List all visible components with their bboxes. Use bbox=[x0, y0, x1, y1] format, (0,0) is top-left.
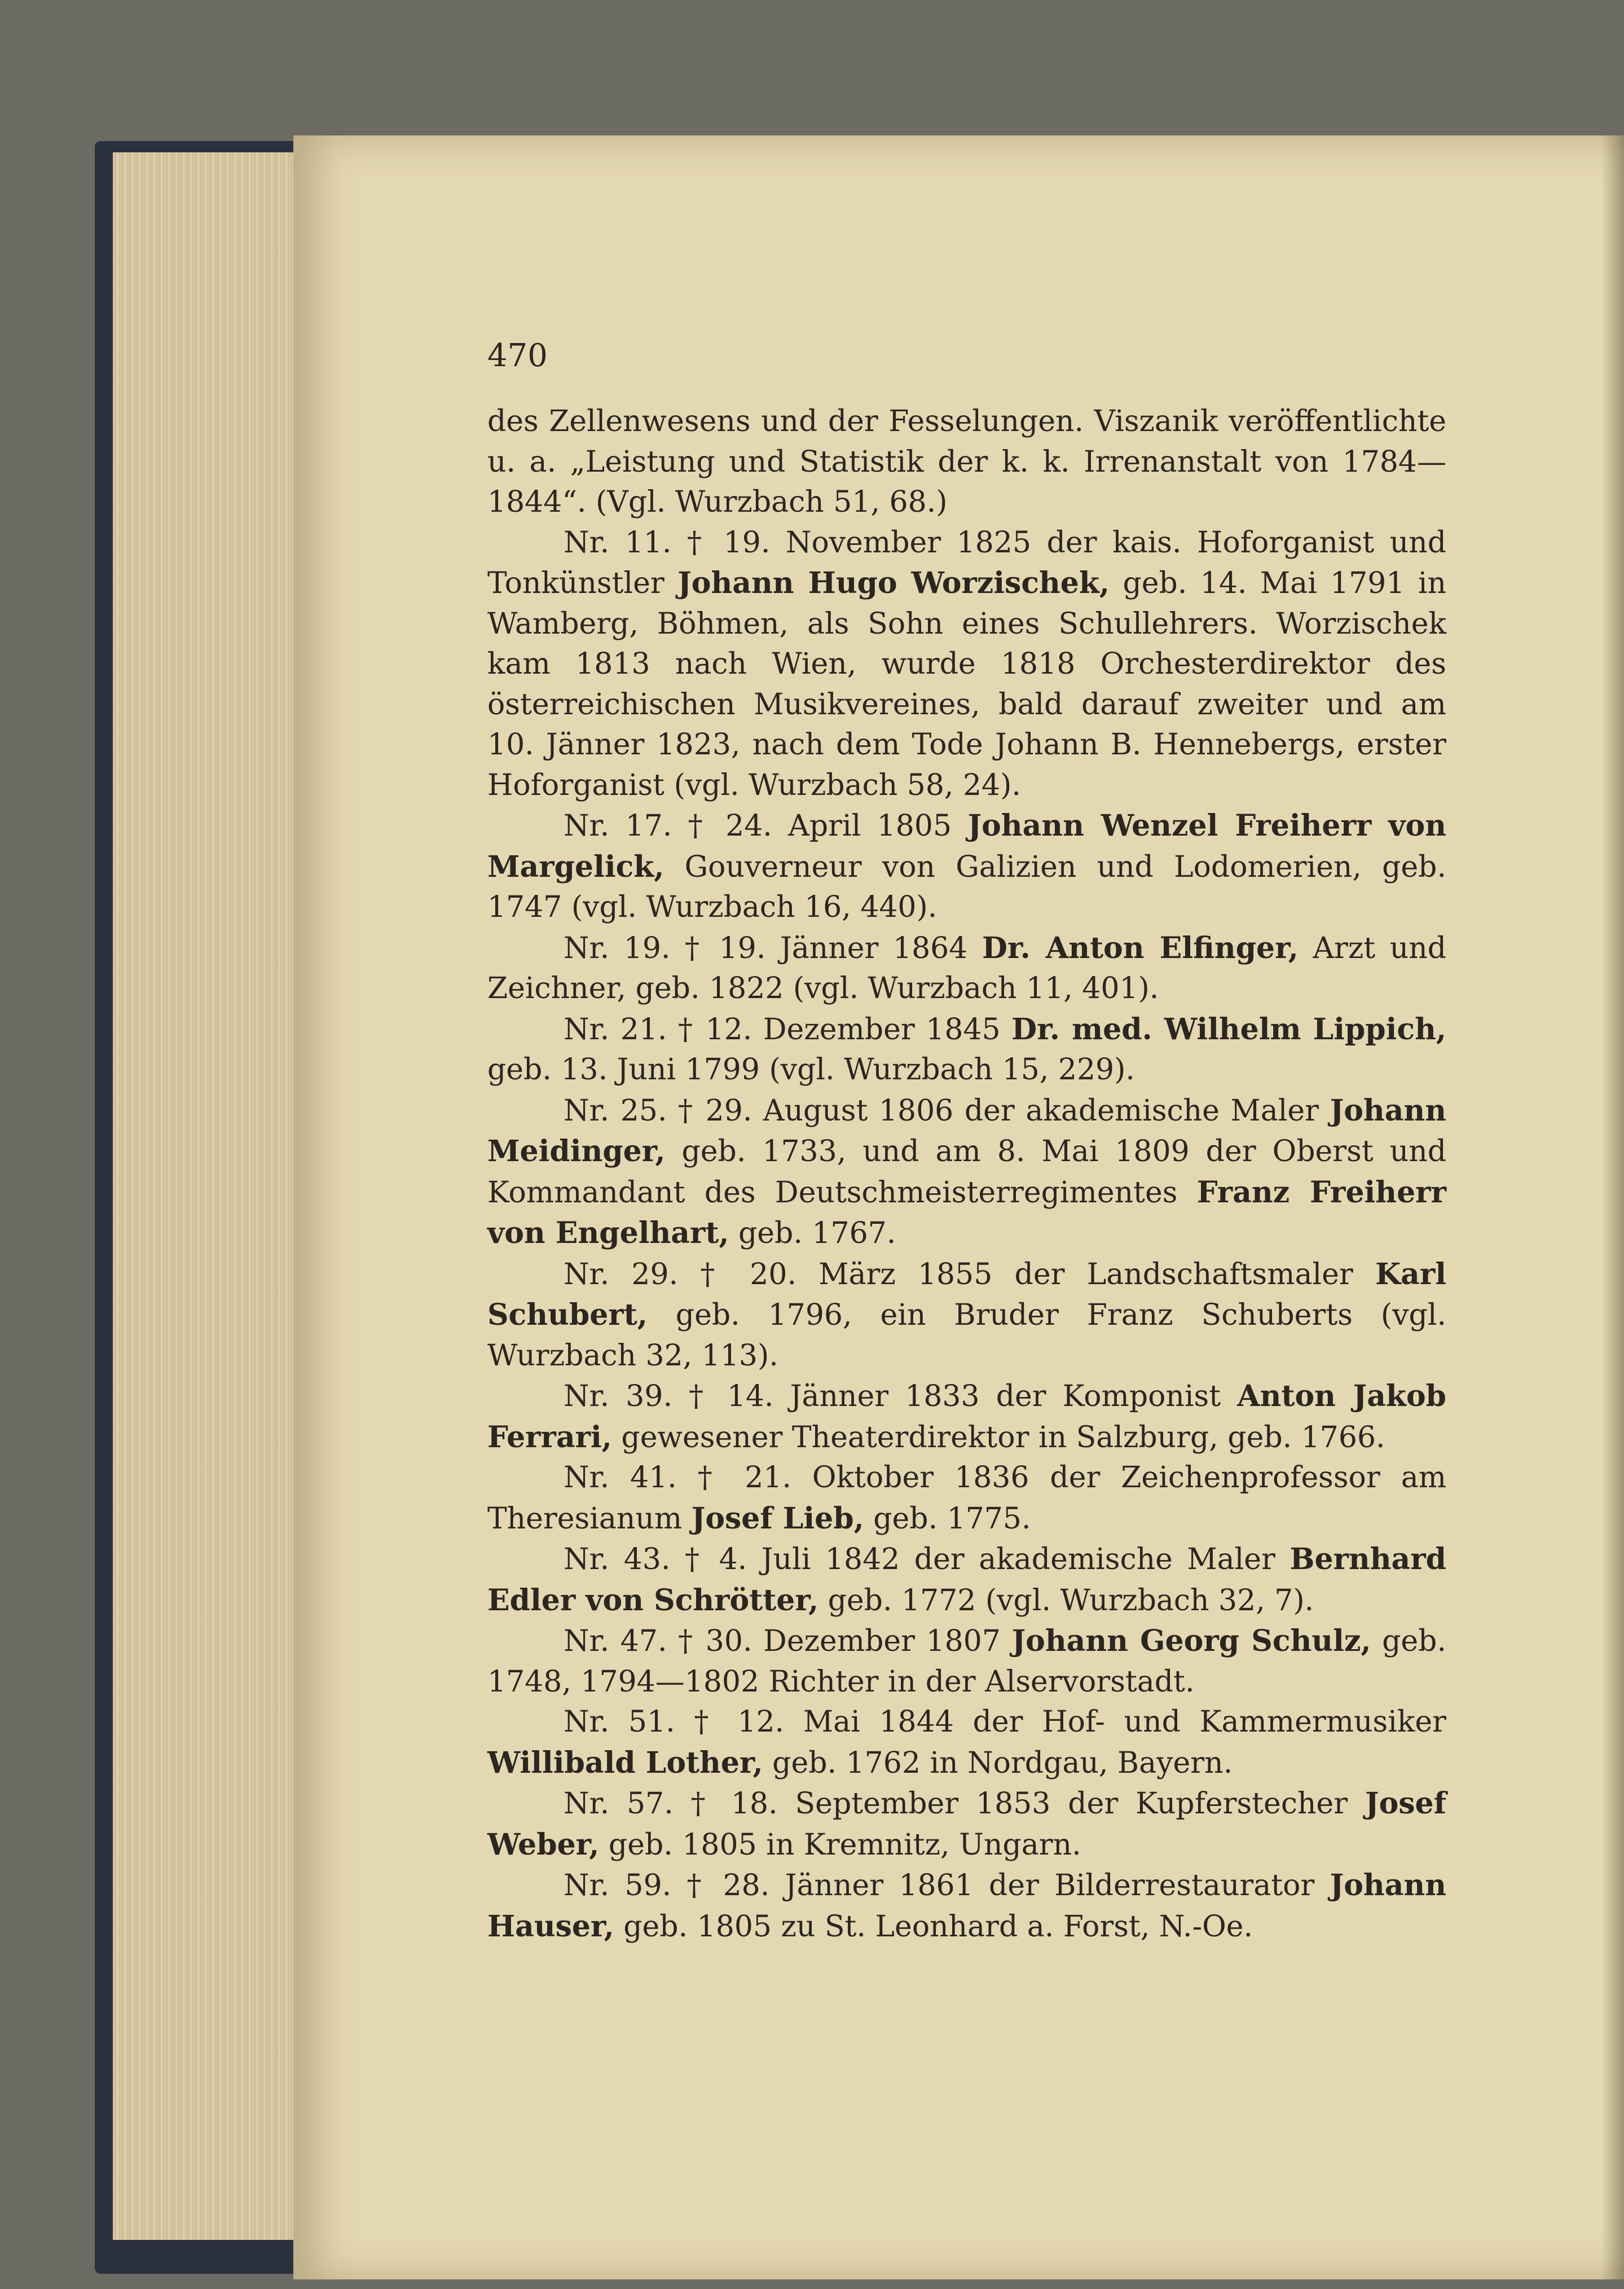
entry-text: gewesener Theaterdirektor in Salzburg, geb. 1766. bbox=[611, 1420, 1385, 1455]
person-name: Anton Jakob Ferrari, bbox=[487, 1379, 1446, 1455]
entry-text: geb. 1796, ein Bruder Franz Schuberts (vgl. Wurzbach 32, 113). bbox=[487, 1298, 1446, 1373]
entry-text: des Zellenwesens und der Fesselungen. Viszanik veröffentlichte u. a. „Leistung und Statistik der k. k. Irrenanstalt von 1784—1844“. (Vgl. Wurzbach 51, 68.) bbox=[487, 405, 1446, 519]
entry-text: geb. 1748, 1794—1802 Richter in der Alservorstadt. bbox=[487, 1624, 1446, 1699]
entry-nr-51 bbox=[487, 1702, 1446, 1783]
entry-nr-17 bbox=[487, 806, 1446, 928]
entry-text: Nr. 47. † 30. Dezember 1807 bbox=[564, 1624, 1012, 1658]
entry-text: Nr. 29. † 20. März 1855 der Landschaftsmaler bbox=[564, 1257, 1375, 1291]
person-name: Franz Freiherr von Engelhart, bbox=[487, 1175, 1446, 1250]
entry-text: Nr. 11. † 19. November 1825 der kais. Hoforganist und Tonkünstler bbox=[487, 525, 1446, 600]
page-text bbox=[487, 402, 1446, 1947]
paragraph-continuation bbox=[487, 402, 1446, 523]
person-name: Josef Weber, bbox=[487, 1786, 1446, 1862]
entry-text: Nr. 17. † 24. April 1805 bbox=[564, 809, 968, 843]
entry-nr-43 bbox=[487, 1539, 1446, 1621]
person-name: Josef Lieb, bbox=[691, 1501, 864, 1536]
entry-text: geb. 1775. bbox=[864, 1501, 1031, 1536]
entry-text: geb. 1805 zu St. Leonhard a. Forst, N.-Oe. bbox=[614, 1909, 1253, 1944]
entry-text: geb. 13. Juni 1799 (vgl. Wurzbach 15, 229). bbox=[487, 1053, 1135, 1087]
entry-nr-19 bbox=[487, 928, 1446, 1009]
page-edges bbox=[113, 152, 316, 2240]
person-name: Dr. med. Wilhelm Lippich, bbox=[1011, 1012, 1446, 1047]
entry-nr-41 bbox=[487, 1458, 1446, 1539]
entry-text: Nr. 43. † 4. Juli 1842 der akademische Maler bbox=[564, 1543, 1290, 1576]
person-name: Willibald Lother, bbox=[487, 1745, 763, 1780]
entry-nr-11 bbox=[487, 523, 1446, 806]
entry-nr-57 bbox=[487, 1783, 1446, 1865]
person-name: Johann Meidinger, bbox=[487, 1093, 1446, 1168]
entry-text: Nr. 59. † 28. Jänner 1861 der Bilderrestaurator bbox=[564, 1869, 1330, 1903]
entry-text: geb. 1767. bbox=[729, 1216, 896, 1250]
entry-nr-59 bbox=[487, 1865, 1446, 1947]
person-name: Johann Hauser, bbox=[487, 1868, 1446, 1944]
entry-nr-21 bbox=[487, 1009, 1446, 1091]
entry-text: geb. 14. Mai 1791 in Wamberg, Böhmen, als Sohn eines Schullehrers. Worzischek kam 1813 nach Wien, wurde 1818 Orchesterdirektor des österreichischen Musikvereines, bald darauf zweiter und am 10. Jänner 1823, nach dem Tode Johann B. Hennebergs, erster Hoforganist (vgl. Wurzbach 58, 24). bbox=[487, 566, 1446, 802]
entry-text: geb. 1772 (vgl. Wurzbach 32, 7). bbox=[818, 1583, 1314, 1618]
entry-text: Nr. 21. † 12. Dezember 1845 bbox=[564, 1012, 1012, 1047]
entry-nr-29 bbox=[487, 1254, 1446, 1377]
entry-text: Nr. 57. † 18. September 1853 der Kupferstecher bbox=[564, 1787, 1365, 1821]
entry-text: Nr. 51. † 12. Mai 1844 der Hof- und Kammermusiker bbox=[564, 1705, 1446, 1739]
entry-text: Nr. 25. † 29. August 1806 der akademische Maler bbox=[564, 1093, 1330, 1128]
entry-nr-47 bbox=[487, 1621, 1446, 1702]
person-name: Johann Wenzel Freiherr von Margelick, bbox=[487, 809, 1446, 884]
entry-nr-39 bbox=[487, 1376, 1446, 1458]
entry-text: geb. 1733, und am 8. Mai 1809 der Oberst und Kommandant des Deutschmeisterregimentes bbox=[487, 1135, 1446, 1210]
page-number: 470 bbox=[487, 337, 548, 374]
entry-text: geb. 1805 in Kremnitz, Ungarn. bbox=[599, 1827, 1081, 1862]
entry-text: Gouverneur von Galizien und Lodomerien, geb. 1747 (vgl. Wurzbach 16, 440). bbox=[487, 850, 1446, 924]
entry-text: geb. 1762 in Nordgau, Bayern. bbox=[763, 1746, 1233, 1780]
entry-text: Nr. 39. † 14. Jänner 1833 der Komponist bbox=[564, 1379, 1238, 1413]
entry-nr-25 bbox=[487, 1091, 1446, 1254]
person-name: Dr. Anton Elfinger, bbox=[982, 930, 1299, 965]
entry-text: Nr. 41. † 21. Oktober 1836 der Zeichenprofessor am Theresianum bbox=[487, 1461, 1446, 1536]
person-name: Bernhard Edler von Schrötter, bbox=[487, 1542, 1446, 1618]
page-gutter-shadow bbox=[1601, 135, 1624, 2279]
person-name: Johann Hugo Worzischek, bbox=[677, 566, 1110, 600]
entry-text: Nr. 19. † 19. Jänner 1864 bbox=[564, 931, 982, 965]
person-name: Johann Georg Schulz, bbox=[1011, 1624, 1371, 1658]
person-name: Karl Schubert, bbox=[487, 1256, 1446, 1332]
entry-text: Arzt und Zeichner, geb. 1822 (vgl. Wurzbach 11, 401). bbox=[487, 931, 1447, 1005]
